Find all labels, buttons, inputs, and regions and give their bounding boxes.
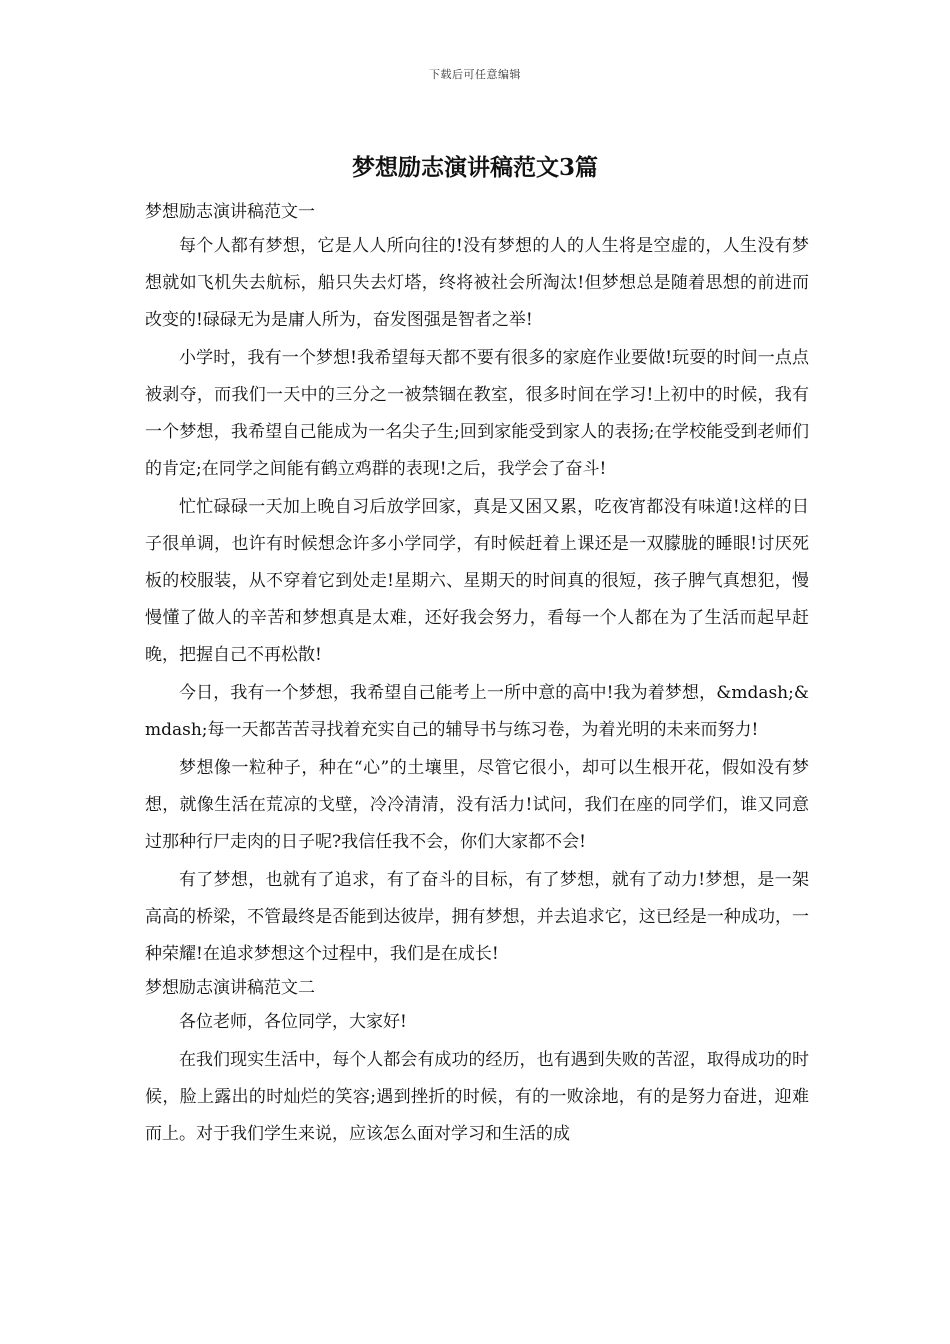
document-title: 梦想励志演讲稿范文3篇 [351, 154, 598, 181]
page-header-note: 下载后可任意编辑 [429, 68, 521, 81]
paragraph: 每个人都有梦想，它是人人所向往的!没有梦想的人的人生将是空虚的，人生没有梦想就如飞机失去航标，船只失去灯塔，终将被社会所淘汰!但梦想总是随着思想的前进而改变的!碌碌无为是庸人所为，奋发图强是智者之举! [145, 236, 809, 330]
section-heading-1: 梦想励志演讲稿范文一 [145, 202, 315, 222]
section-heading-2: 梦想励志演讲稿范文二 [145, 978, 315, 998]
paragraph: 小学时，我有一个梦想!我希望每天都不要有很多的家庭作业要做!玩耍的时间一点点被剥夺，而我们一天中的三分之一被禁锢在教室，很多时间在学习!上初中的时候，我有一个梦想，我希望自己能成为一名尖子生;回到家能受到家人的表扬;在学校能受到老师们的肯定;在同学之间能有鹤立鸡群的表现!之后，我学会了奋斗! [145, 348, 809, 479]
paragraph: 今日，我有一个梦想，我希望自己能考上一所中意的高中!我为着梦想，&mdash;&mdash;每一天都苦苦寻找着充实自己的辅导书与练习卷，为着光明的未来而努力! [145, 683, 809, 740]
paragraph: 忙忙碌碌一天加上晚自习后放学回家，真是又困又累，吃夜宵都没有味道!这样的日子很单调，也许有时候想念许多小学同学，有时候赶着上课还是一双朦胧的睡眼!讨厌死板的校服装，从不穿着它到处走!星期六、星期天的时间真的很短，孩子脾气真想犯，慢慢懂了做人的辛苦和梦想真是太难，还好我会努力，看每一个人都在为了生活而起早赶晚，把握自己不再松散! [145, 497, 809, 665]
document-body [145, 198, 809, 1154]
paragraph: 在我们现实生活中，每个人都会有成功的经历，也有遇到失败的苦涩，取得成功的时候，脸上露出的时灿烂的笑容;遇到挫折的时候，有的一败涂地，有的是努力奋进，迎难而上。对于我们学生来说，应该怎么面对学习和生活的成 [145, 1050, 809, 1144]
paragraph: 梦想像一粒种子，种在“心”的土壤里，尽管它很小，却可以生根开花，假如没有梦想，就像生活在荒凉的戈壁，冷冷清清，没有活力!试问，我们在座的同学们，谁又同意过那种行尸走肉的日子呢?我信任我不会，你们大家都不会! [145, 758, 809, 852]
paragraph: 各位老师，各位同学，大家好! [179, 1012, 407, 1032]
paragraph: 有了梦想，也就有了追求，有了奋斗的目标，有了梦想，就有了动力!梦想，是一架高高的桥梁，不管最终是否能到达彼岸，拥有梦想，并去追求它，这已经是一种成功，一种荣耀!在追求梦想这个过程中，我们是在成长! [145, 870, 809, 964]
